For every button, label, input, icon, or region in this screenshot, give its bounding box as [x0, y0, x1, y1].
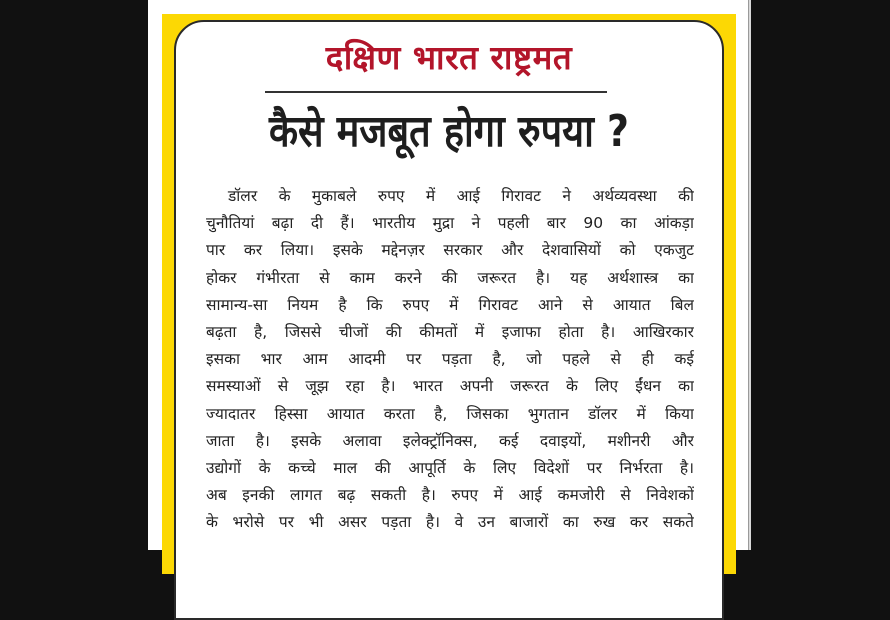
article-line: पार कर लिया। इसके मद्देनज़र सरकार और देशवासियों को एकजुट	[206, 241, 694, 260]
article-line: डॉलर के मुकाबले रुपए में आई गिरावट ने अर्थव्यवस्था की	[228, 187, 694, 205]
article-line: उद्योगों के कच्चे माल की आपूर्ति के लिए विदेशों पर निर्भरता है।	[206, 458, 694, 477]
article-line: जाता है। इसके अलावा इलेक्ट्रॉनिक्स, कई दवाइयों, मशीनरी और	[206, 431, 694, 450]
article-line: इसका भार आम आदमी पर पड़ता है, जो पहले से ही कई	[206, 350, 694, 369]
article-line: अब इनकी लागत बढ़ सकती है। रुपए में आई कमजोरी से निवेशकों	[206, 486, 694, 505]
viewer-background-right	[751, 0, 890, 550]
masthead-divider	[265, 91, 607, 93]
article-line: समस्याओं से जूझ रहा है। भारत अपनी जरूरत के लिए ईंधन का	[206, 377, 694, 396]
viewer-background-left	[0, 0, 148, 550]
clipping-frame	[162, 14, 736, 574]
article-line: बढ़ता है, जिससे चीजों की कीमतों में इजाफा होता है। आखिरकार	[206, 322, 694, 341]
article-line: सामान्य-सा नियम है कि रुपए में गिरावट आने से आयात बिल	[206, 295, 694, 314]
article-body	[206, 183, 694, 536]
article-line: के भरोसे पर भी असर पड़ता है। वे उन बाजारों का रुख कर सकते	[206, 513, 694, 532]
article-line: चुनौतियां बढ़ा दी हैं। भारतीय मुद्रा ने पहली बार 90 का आंकड़ा	[206, 214, 694, 233]
article-line: होकर गंभीरता से काम करने की जरूरत है। यह अर्थशास्त्र का	[206, 268, 694, 287]
document-page[interactable]	[148, 0, 748, 550]
article-line: ज्यादातर हिस्सा आयात करता है, जिसका भुगतान डॉलर में किया	[206, 404, 694, 423]
article-headline: कैसे मजबूत होगा रुपया ?	[268, 106, 630, 157]
newspaper-masthead: दक्षिण भारत राष्ट्रमत	[325, 38, 573, 77]
clipping-content-box	[174, 20, 724, 620]
